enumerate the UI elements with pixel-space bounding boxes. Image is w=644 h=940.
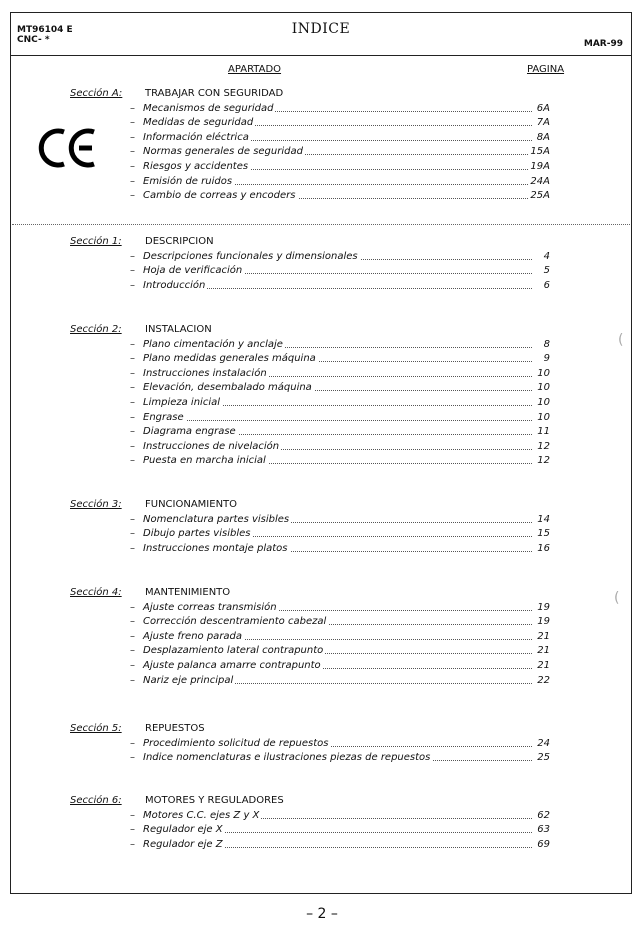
toc-entry — [130, 146, 550, 160]
toc-entry — [130, 382, 550, 396]
entry-page: 24 — [537, 737, 550, 749]
toc-entry — [130, 824, 550, 838]
section-title: MANTENIMIENTO — [145, 587, 231, 598]
entry-title: Emisión de ruidos — [143, 175, 233, 187]
entry-page: 21 — [537, 630, 550, 642]
entry-dash: – — [130, 146, 135, 158]
entry-dash: – — [130, 265, 135, 277]
entry-title: Plano medidas generales máquina — [143, 353, 316, 365]
toc-entry — [130, 514, 550, 528]
toc-entry — [130, 339, 550, 353]
toc-entry — [130, 176, 550, 190]
toc-entry — [130, 251, 550, 265]
section-title: INSTALACION — [145, 324, 212, 335]
entry-title: Engrase — [143, 411, 184, 423]
entry-page: 6 — [543, 279, 550, 291]
entry-dash: – — [130, 645, 135, 657]
entry-dash: – — [130, 175, 135, 187]
entry-dash: – — [130, 250, 135, 262]
toc-entry — [130, 412, 550, 426]
entry-page: 16 — [537, 542, 550, 554]
section-label: Sección 6: — [70, 795, 122, 806]
toc-entry — [130, 397, 550, 411]
entry-title: Dibujo partes visibles — [143, 528, 251, 540]
scan-mark: ( — [618, 332, 624, 348]
entry-title: Introducción — [143, 279, 206, 291]
entry-title: Ajuste palanca amarre contrapunto — [143, 660, 321, 671]
entry-title: Ajuste correas transmisión — [143, 601, 277, 613]
entry-title: Medidas de seguridad — [143, 117, 254, 129]
entry-title: Descripciones funcionales y dimensionales — [143, 250, 358, 262]
toc-entry — [130, 368, 550, 382]
toc-entry — [130, 117, 550, 131]
toc-entry — [130, 190, 550, 204]
document-date: MAR-99 — [583, 39, 623, 49]
entry-page: 19A — [530, 161, 550, 172]
entry-page: 11 — [537, 426, 550, 438]
entry-title: Ajuste freno parada — [143, 630, 243, 642]
entry-page: 25A — [530, 190, 550, 202]
dot-leader — [143, 420, 532, 421]
page-number: – 2 – — [306, 906, 338, 922]
entry-title: Hoja de verificación — [143, 265, 243, 277]
entry-dash: – — [130, 117, 135, 129]
entry-dash: – — [130, 542, 135, 554]
entry-page: 14 — [537, 513, 550, 525]
entry-title: Regulador eje X — [143, 824, 223, 836]
model-code: CNC- * — [17, 35, 50, 45]
toc-entry — [130, 455, 550, 469]
page-header — [10, 12, 632, 56]
section-title: MOTORES Y REGULADORES — [145, 795, 284, 806]
entry-title: Instrucciones de nivelación — [143, 440, 280, 452]
toc-entry — [130, 616, 550, 630]
entry-dash: – — [130, 630, 135, 642]
entry-dash: – — [130, 190, 135, 202]
entry-dash: – — [130, 752, 135, 764]
section-label: Sección A: — [70, 88, 123, 99]
entry-dash: – — [130, 528, 135, 540]
entry-page: 24A — [530, 175, 550, 187]
entry-title: Nariz eje principal — [143, 674, 234, 686]
entry-page: 19 — [537, 616, 550, 628]
entry-page: 7A — [536, 117, 550, 129]
toc-entry — [130, 441, 550, 455]
toc-entry — [130, 265, 550, 279]
entry-page: 8A — [536, 131, 550, 143]
entry-title: Instrucciones instalación — [143, 367, 267, 379]
entry-page: 15A — [530, 146, 550, 158]
section-title: DESCRIPCION — [145, 236, 214, 247]
entry-dash: – — [130, 161, 135, 172]
entry-dash: – — [130, 674, 135, 686]
entry-page: 22 — [537, 674, 550, 686]
entry-title: Procedimiento solicitud de repuestos — [143, 737, 329, 749]
ce-mark-logo — [38, 126, 100, 174]
toc-entry — [130, 752, 550, 766]
toc-entry — [130, 132, 550, 146]
entry-title: Información eléctrica — [143, 131, 249, 143]
section-title: FUNCIONAMIENTO — [145, 499, 238, 510]
entry-dash: – — [130, 338, 135, 350]
entry-dash: – — [130, 737, 135, 749]
entry-title: Cambio de correas y encoders — [143, 190, 296, 202]
scan-mark: ( — [614, 590, 620, 606]
entry-page: 62 — [537, 809, 550, 821]
entry-title: Elevación, desembalado máquina — [143, 382, 312, 394]
entry-page: 5 — [543, 265, 550, 277]
entry-dash: – — [130, 397, 135, 408]
entry-page: 25 — [537, 752, 550, 764]
ce-mark-icon — [38, 126, 100, 170]
entry-title: Limpieza inicial — [143, 397, 221, 408]
section-separator — [12, 224, 630, 225]
entry-dash: – — [130, 426, 135, 438]
toc-entry — [130, 602, 550, 616]
toc-entry — [130, 161, 550, 175]
entry-title: Desplazamiento lateral contrapunto — [143, 645, 324, 657]
toc-entry — [130, 528, 550, 542]
entry-title: Diagrama engrase — [143, 426, 236, 438]
entry-title: Corrección descentramiento cabezal — [143, 616, 327, 628]
column-header-pagina: PAGINA — [527, 64, 565, 75]
toc-entry — [130, 675, 550, 689]
toc-entry — [130, 426, 550, 440]
entry-page: 9 — [543, 353, 550, 365]
entry-dash: – — [130, 838, 135, 850]
entry-dash: – — [130, 455, 135, 467]
toc-entry — [130, 660, 550, 674]
entry-title: Indice nomenclaturas e ilustraciones piezas de repuestos — [143, 752, 431, 764]
section-label: Sección 3: — [70, 499, 122, 510]
entry-page: 21 — [537, 660, 550, 671]
entry-title: Instrucciones montaje platos — [143, 542, 288, 554]
entry-title: Plano cimentación y anclaje — [143, 338, 283, 350]
entry-dash: – — [130, 809, 135, 821]
toc-entry — [130, 839, 550, 853]
entry-dash: – — [130, 382, 135, 394]
entry-page: 69 — [537, 838, 550, 850]
toc-entry — [130, 353, 550, 367]
entry-dash: – — [130, 440, 135, 452]
toc-entry — [130, 103, 550, 117]
toc-entry — [130, 631, 550, 645]
entry-dash: – — [130, 616, 135, 628]
entry-title: Nomenclatura partes visibles — [143, 513, 290, 525]
entry-page: 4 — [543, 250, 550, 262]
entry-dash: – — [130, 131, 135, 143]
entry-page: 12 — [537, 455, 550, 467]
entry-title: Puesta en marcha inicial — [143, 455, 266, 467]
entry-dash: – — [130, 102, 135, 114]
entry-dash: – — [130, 411, 135, 423]
entry-dash: – — [130, 660, 135, 671]
section-label: Sección 1: — [70, 236, 122, 247]
section-label: Sección 4: — [70, 587, 122, 598]
entry-dash: – — [130, 367, 135, 379]
toc-entry — [130, 280, 550, 294]
entry-dash: – — [130, 824, 135, 836]
section-title: REPUESTOS — [145, 723, 205, 734]
entry-dash: – — [130, 513, 135, 525]
entry-dash: – — [130, 279, 135, 291]
page-title: INDICE — [291, 21, 351, 37]
entry-title: Mecanismos de seguridad — [143, 102, 274, 114]
entry-page: 10 — [537, 367, 550, 379]
entry-page: 19 — [537, 601, 550, 613]
entry-page: 21 — [537, 645, 550, 657]
column-header-apartado: APARTADO — [228, 64, 282, 75]
entry-title: Regulador eje Z — [143, 838, 223, 850]
entry-page: 10 — [537, 382, 550, 394]
entry-title: Normas generales de seguridad — [143, 146, 303, 158]
entry-page: 15 — [537, 528, 550, 540]
entry-page: 8 — [543, 338, 550, 350]
entry-title: Riesgos y accidentes — [143, 161, 249, 172]
toc-entry — [130, 543, 550, 557]
entry-page: 10 — [537, 411, 550, 423]
section-label: Sección 2: — [70, 324, 122, 335]
entry-page: 12 — [537, 440, 550, 452]
entry-title: Motores C.C. ejes Z y X — [143, 809, 260, 821]
entry-page: 63 — [537, 824, 550, 836]
entry-dash: – — [130, 601, 135, 613]
entry-page: 6A — [536, 102, 550, 114]
toc-entry — [130, 645, 550, 659]
entry-page: 10 — [537, 397, 550, 408]
toc-entry — [130, 738, 550, 752]
section-title: TRABAJAR CON SEGURIDAD — [145, 88, 284, 99]
section-label: Sección 5: — [70, 723, 122, 734]
document-code: MT96104 E — [17, 25, 73, 35]
toc-entry — [130, 810, 550, 824]
entry-dash: – — [130, 353, 135, 365]
